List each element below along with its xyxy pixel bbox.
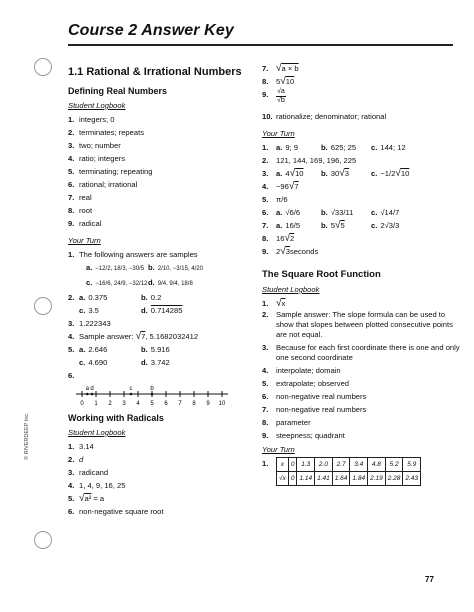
item-number: 3. (68, 468, 75, 477)
t4: −96 (276, 182, 289, 191)
left-column (68, 62, 244, 518)
item-text: two; number (79, 141, 121, 150)
number-line-label: 6 (164, 401, 168, 407)
logbook-list (68, 113, 244, 230)
number-line-point-label: d (90, 386, 94, 392)
number-line-label: 4 (136, 401, 140, 407)
item-number: 9. (262, 431, 269, 440)
table-cell: 4.8 (368, 458, 386, 472)
table-cell: 1.14 (297, 472, 315, 486)
yt1d-label: d. (148, 278, 155, 287)
table-cell: 2.43 (403, 472, 421, 486)
radical-item-10: 10. rationalize; denominator; rational (262, 112, 387, 121)
rt-item-9: 9. 2 √ 3 seconds (262, 246, 319, 257)
t8: 16 (276, 234, 285, 243)
list-item (262, 343, 462, 363)
yt5c: 4.690 (88, 358, 108, 367)
t2: 121, 144, 169, 196, 225 (276, 156, 357, 165)
list-item (262, 431, 462, 441)
number-line-point (91, 393, 94, 396)
number-line-label: 5 (150, 401, 154, 407)
rt-item-3: 3. a. 4√10 b. 30√3 c. −1/2√10 (262, 168, 410, 179)
number-line-label: 1 (94, 401, 98, 407)
list-item (68, 165, 244, 178)
list-item (262, 310, 462, 340)
t6b: √33/11 (330, 208, 354, 217)
list-item (68, 217, 244, 230)
item-text: interpolate; domain (276, 366, 341, 375)
subsection-working-with-radicals: Working with Radicals (68, 413, 164, 423)
table-cell: 3.4 (350, 458, 368, 472)
number-line-label: 2 (108, 401, 112, 407)
table-cell: 2.7 (332, 458, 350, 472)
radical-item-9: 9. $\frac{√a}{√b}$ (262, 88, 285, 104)
item-text: radicand (79, 468, 109, 477)
r8-root: 10 (285, 77, 295, 86)
number-line-graphic (74, 384, 234, 408)
radical-list (68, 440, 244, 492)
item-number: 3. (68, 141, 75, 150)
your-turn-item-5cd: c. 4.690 d. 3.742 (79, 358, 170, 367)
section-title-square-root-function: The Square Root Function (262, 269, 381, 280)
yt2a: 0.375 (88, 293, 108, 302)
table-cell: 2.19 (368, 472, 386, 486)
item-text: Because for each first coordinate there is one and only one second coordinate (276, 343, 460, 362)
table-cell: 1.3 (297, 458, 315, 472)
t9: 2 (276, 247, 281, 256)
list-item (68, 479, 244, 492)
item-text: real (79, 193, 92, 202)
yt1a-label: a. (86, 263, 93, 272)
list-item (68, 178, 244, 191)
table-cell: 0 (288, 472, 297, 486)
number-line-point-label: c (129, 386, 133, 392)
table-cell: 5.9 (403, 458, 421, 472)
t6c: √14/7 (380, 208, 400, 217)
r6-text: non-negative square root (79, 507, 164, 516)
t8-root: 2 (289, 234, 295, 243)
t1a: 9; 9 (285, 143, 299, 152)
number-line-point (151, 393, 154, 396)
right-column (262, 62, 462, 486)
list-item (262, 379, 462, 389)
yt1c-value: −16/6, 24/9, −32/12 (95, 281, 148, 287)
item-text: non-negative real numbers (276, 392, 367, 401)
yt1d-value: 9/4, 9/4, 18/8 (157, 281, 193, 287)
student-logbook-label-3: Student Logbook (262, 285, 320, 294)
page-number: 77 (425, 575, 434, 584)
list-item (68, 113, 244, 126)
item-number: 5. (262, 379, 269, 388)
list-item (262, 405, 462, 415)
number-line-label: 9 (206, 401, 210, 407)
yt2b: 0.2 (150, 293, 162, 302)
item-text: terminates; repeats (79, 128, 144, 137)
item-number: 3. (262, 343, 269, 352)
your-turn-item-3: 3. 1.222343 (68, 319, 111, 328)
radical-item-7: 7. √ a × b (262, 63, 299, 74)
number-line-point-label: b (150, 386, 154, 392)
square-root-list (262, 310, 462, 441)
xy-table (276, 457, 421, 486)
number-line-point (86, 393, 89, 396)
r7-text: a × b (281, 64, 299, 73)
item-text: non-negative real numbers (276, 405, 367, 414)
item-number: 4. (262, 366, 269, 375)
sr-item-1: 1. √ x (262, 298, 286, 309)
your-turn-item-1: 1. The following answers are samples (68, 250, 198, 259)
table-cell: 0 (288, 458, 297, 472)
table-row (277, 458, 421, 472)
number-line-point-label: a (85, 386, 89, 392)
r9-num: a (280, 88, 285, 95)
yt5b: 5.916 (150, 345, 170, 354)
radical-item-5: 5. √ a² = a (68, 493, 105, 504)
list-item (68, 139, 244, 152)
table-cell: √x (277, 472, 289, 486)
list-item (68, 453, 244, 466)
yt3: 1.222343 (79, 319, 111, 328)
list-item (262, 418, 462, 428)
list-item (68, 152, 244, 165)
t3a: 4 (285, 169, 290, 178)
binder-hole-bottom (34, 531, 52, 549)
t1c: 144; 12 (380, 143, 406, 152)
yt4-value: , 5.1682032412 (145, 332, 199, 341)
t3c: −1/2 (380, 169, 396, 178)
item-text: root (79, 206, 93, 215)
item-number: 2. (262, 310, 269, 319)
item-number: 4. (68, 154, 75, 163)
your-turn-item-1cd (68, 276, 244, 291)
your-turn-item-1ab (68, 261, 244, 276)
student-logbook-label: Student Logbook (68, 101, 126, 110)
item-number: 2. (68, 455, 75, 464)
radical-item-8: 8. 5 √ 10 (262, 76, 295, 87)
t9-suffix: seconds (289, 247, 319, 256)
your-turn-label: Your Turn (68, 236, 101, 245)
rt-item-6: 6. a. √6/6 b. √33/11 c. √14/7 (262, 208, 400, 217)
item-number: 8. (68, 206, 75, 215)
your-turn-item-6: 6. (68, 371, 75, 380)
t7a: 16/5 (285, 221, 301, 230)
yt5a: 2.646 (88, 345, 108, 354)
number-line-label: 3 (122, 401, 126, 407)
number-line-label: 7 (178, 401, 182, 407)
list-item (68, 126, 244, 139)
r10-text: rationalize; denominator; rational (276, 112, 387, 121)
item-text: radical (79, 219, 102, 228)
yt1c-label: c. (86, 278, 93, 287)
t3b: 30 (330, 169, 340, 178)
t3a-root: 10 (295, 169, 304, 178)
table-cell: 2.0 (315, 458, 333, 472)
rt-item-7: 7. a. 16/5 b. 5√5 c. 2√3/3 (262, 220, 400, 231)
rt-item-2: 2. 121, 144, 169, 196, 225 (262, 156, 357, 165)
number-line-label: 10 (218, 401, 226, 407)
number-line-label: 0 (80, 401, 84, 407)
number-line-label: 8 (192, 401, 196, 407)
rt-item-4: 4. −96 √ 7 (262, 181, 299, 192)
yt1b-label: b. (148, 263, 155, 272)
subsection-defining-real-numbers: Defining Real Numbers (68, 86, 168, 96)
item-number: 2. (68, 128, 75, 137)
item-number: 7. (68, 193, 75, 202)
item-text: steepness; quadrant (276, 431, 345, 440)
page-title: Course 2 Answer Key (68, 22, 234, 39)
table-cell: 1.41 (315, 472, 333, 486)
item-number: 8. (262, 418, 269, 427)
table-cell: 1.84 (350, 472, 368, 486)
binder-hole-middle (34, 297, 52, 315)
your-turn-item-4: 4. Sample answer: √ 7 , 5.1682032412 (68, 331, 199, 342)
item-text: 3.14 (79, 442, 94, 451)
t9-root: 3 (285, 247, 290, 256)
yt1a-value: −12/2, 18/3, −30/5 (95, 266, 145, 272)
section-title-rational: 1.1 Rational & Irrational Numbers (68, 66, 242, 78)
r8-text: 5 (276, 77, 281, 86)
item-number: 9. (68, 219, 75, 228)
number-line-point (130, 393, 133, 396)
item-text: integers; 0 (79, 115, 115, 124)
list-item (68, 191, 244, 204)
item-number: 7. (262, 405, 269, 414)
title-rule (68, 44, 453, 46)
your-turn-item-2cd: c. 3.5 d. 0.714285 (79, 306, 183, 315)
t4-root: 7 (294, 182, 299, 191)
item-number: 1. (68, 442, 75, 451)
item-text: parameter (276, 418, 311, 427)
item-number: 4. (68, 481, 75, 490)
list-item (68, 204, 244, 217)
rt-item-1: 1. a. 9; 9 b. 625; 25 c. 144; 12 (262, 143, 406, 152)
t3b-root: 3 (344, 169, 349, 178)
t7b: 5 (330, 221, 335, 230)
item-number: 1. (68, 115, 75, 124)
copyright-note: © RIVERDEEP Inc. (24, 412, 30, 460)
item-number: 6. (68, 180, 75, 189)
t7b-root: 5 (340, 221, 345, 230)
your-turn-label-2: Your Turn (262, 129, 295, 138)
item-text: terminating; repeating (79, 167, 153, 176)
yt1b-value: 2/10, −3/15, 4/20 (157, 266, 203, 272)
student-logbook-label-2: Student Logbook (68, 428, 126, 437)
item-text: extrapolate; observed (276, 379, 350, 388)
list-item (68, 466, 244, 479)
table-row (277, 472, 421, 486)
item-text: 1, 4, 9, 16, 25 (79, 481, 126, 490)
item-text: rational; irrational (79, 180, 138, 189)
table-item-1: 1. x 0 1.3 2.0 2.7 3.4 4.8 5.2 5.9 √x 0 1.14 1.41 1.64 1.84 2.19 2.28 2.43 (262, 457, 462, 486)
r5-text: = a (93, 494, 105, 503)
item-number: 5. (68, 167, 75, 176)
s1-root: x (281, 299, 286, 308)
yt1-text: The following answers are samples (79, 250, 198, 259)
yt2d: 0.714285 (150, 306, 183, 315)
rt-item-8: 8. 16 √ 2 (262, 233, 295, 244)
item-text: d (79, 455, 84, 464)
table-cell: x (277, 458, 289, 472)
table-cell: 5.2 (385, 458, 403, 472)
your-turn-label-3: Your Turn (262, 445, 295, 454)
t3c-root: 10 (400, 169, 410, 178)
list-item (262, 366, 462, 376)
yt4-prefix: Sample answer: (79, 332, 134, 341)
yt4-root: 7 (141, 332, 146, 341)
radical-item-6: 6. non-negative square root (68, 507, 164, 516)
t6a: √6/6 (285, 208, 301, 217)
yt2c: 3.5 (88, 306, 99, 315)
binder-hole-top (34, 58, 52, 76)
number-line (68, 384, 244, 406)
r9-den: b (280, 97, 285, 104)
list-item (68, 440, 244, 453)
your-turn-item-2: 2. a. 0.375 b. 0.2 (68, 293, 162, 302)
t5: π/6 (276, 195, 288, 204)
item-number: 6. (262, 392, 269, 401)
yt5d: 3.742 (150, 358, 170, 367)
item-text: Sample answer: The slope formula can be used to show that slopes between plotted consecutive points are not equal. (276, 310, 453, 339)
t7c: 2√3/3 (380, 221, 400, 230)
your-turn-item-5: 5. a. 2.646 b. 5.916 (68, 345, 170, 354)
rt-item-5: 5. π/6 (262, 195, 288, 204)
t1b: 625; 25 (330, 143, 357, 152)
list-item (262, 392, 462, 402)
item-text: ratio; integers (79, 154, 126, 163)
table-cell: 1.64 (332, 472, 350, 486)
table-cell: 2.28 (385, 472, 403, 486)
